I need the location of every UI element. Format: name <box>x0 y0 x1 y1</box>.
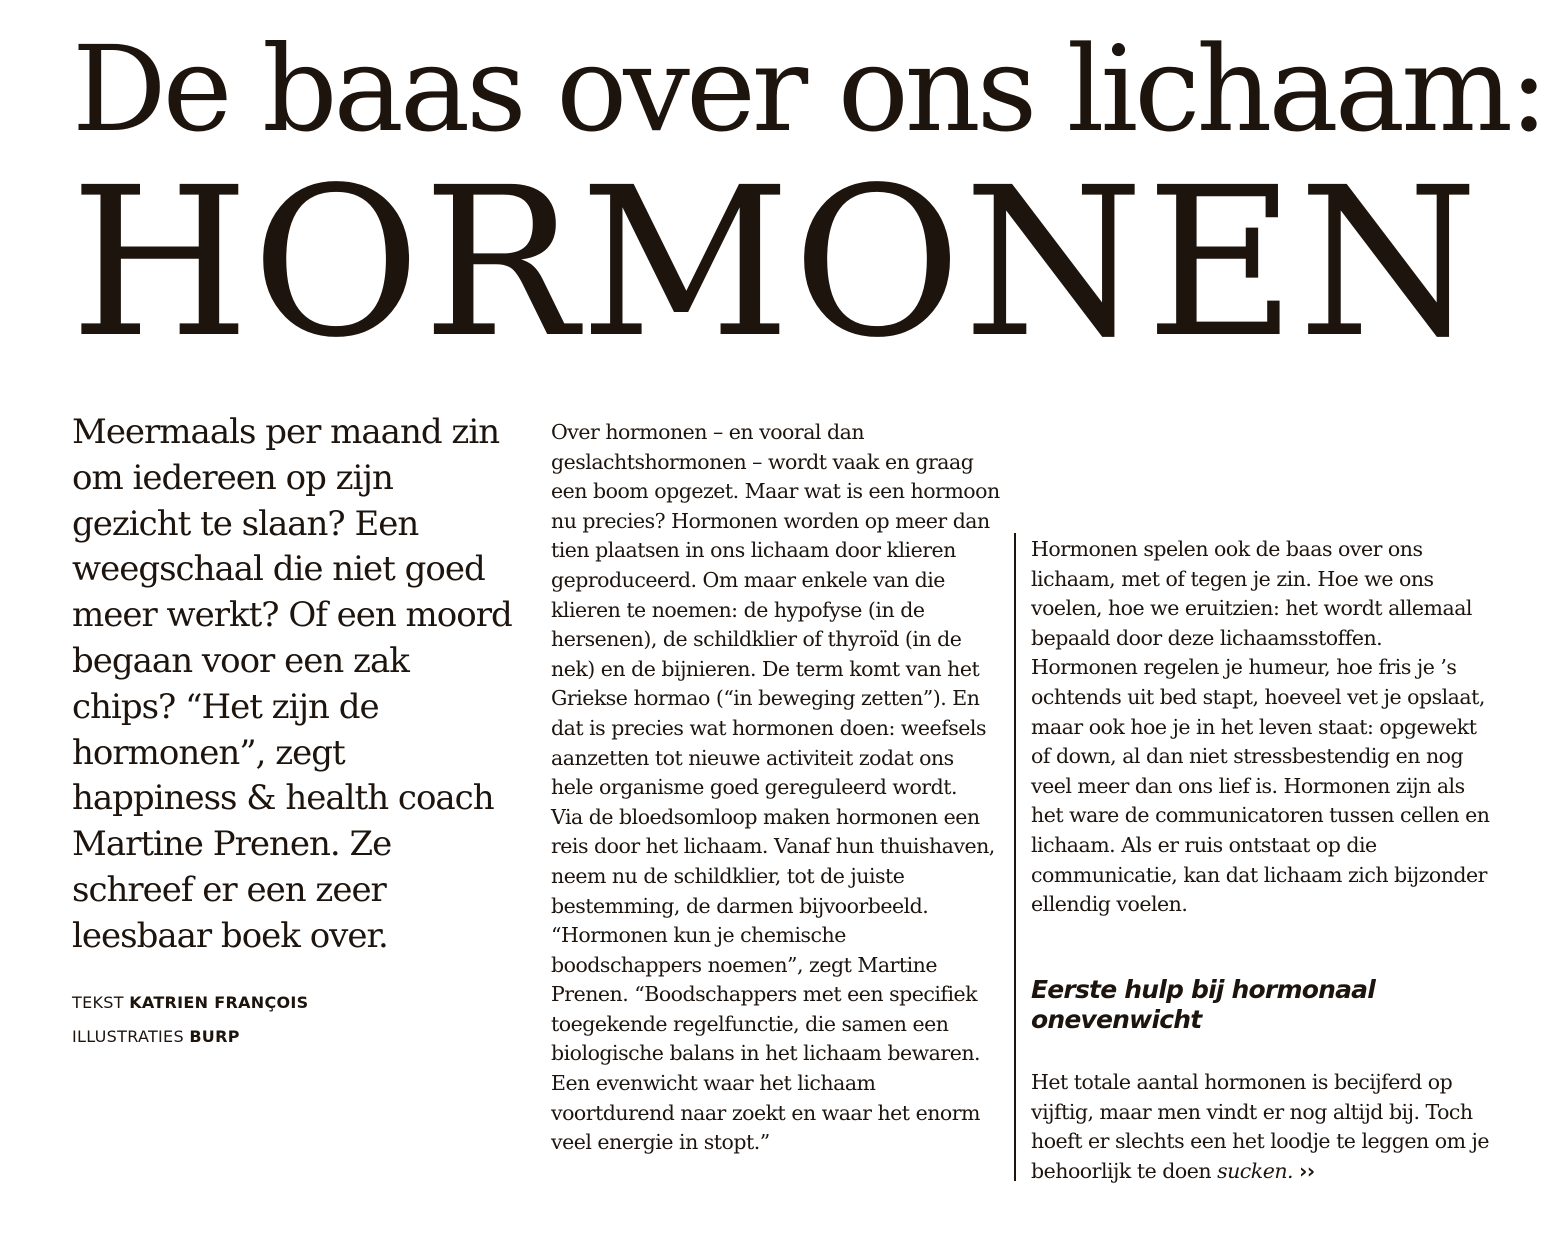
credits <box>72 986 308 1054</box>
intro-paragraph: Meermaals per maand zin om iedereen op zijn gezicht te slaan? Een weegschaal die niet goed meer werkt? Of een moord begaan voor een zak chips? “Het zijn de hormonen”, zegt happiness & health coach Martine Prenen. Ze schreef er een zeer leesbaar boek over. <box>72 412 512 956</box>
middle-paragraph-1: Over hormonen – en vooral dan geslachtshormonen – wordt vaak en graag een boom opgezet. Maar wat is een hormoon nu precies? Hormonen worden op meer dan tien plaatsen in ons lichaam door klieren geproduceerd. Om maar enkele van die klieren te noemen: de hypofyse (in de hersenen), de schildklier of thyroïd (in de nek) en de bijnieren. De term komt van het Griekse hormao (“in beweging zetten”). En dat is precies wat hormonen doen: weefsels aanzetten tot nieuwe activiteit zodat ons hele organisme goed gereguleerd wordt. <box>551 420 1000 800</box>
headline-line1: De baas over ons lichaam: <box>72 20 1545 158</box>
right-paragraph-2 <box>1031 1068 1493 1186</box>
middle-column <box>551 418 1001 1158</box>
right-paragraph-2-text: Het totale aantal hormonen is becijferd op vijftig, maar men vindt er nog altijd bij. Toch hoeft er slechts een het loodje te leggen om je behoorlijk te doen <box>1031 1070 1490 1183</box>
middle-paragraph-2: Via de bloedsomloop maken hormonen een reis door het lichaam. Vanaf hun thuishaven, neem nu de schildklier, tot de juiste bestemming, de darmen bijvoorbeeld. “Hormonen kun je chemische boodschappers noemen”, zegt Martine Prenen. “Boodschappers met een specifiek toegekende regelfunctie, die samen een biologische balans in het lichaam bewaren. Een evenwicht waar het lichaam voortdurend naar zoekt en waar het enorm veel energie in stopt.” <box>551 804 995 1155</box>
credit-text <box>72 986 308 1020</box>
credit-illustrations <box>72 1020 308 1054</box>
subheading: Eerste hulp bij hormonaal onevenwicht <box>1031 975 1375 1034</box>
credit-text-name: KATRIEN FRANÇOIS <box>129 993 309 1012</box>
continue-arrow-icon: ›› <box>1299 1158 1315 1183</box>
credit-illustrations-name: BURP <box>189 1027 240 1046</box>
headline-line2: HORMONEN <box>70 143 1481 383</box>
right-paragraph-1: Hormonen spelen ook de baas over ons lichaam, met of tegen je zin. Hoe we ons voelen, hoe we eruitzien: het wordt allemaal bepaald door deze lichaamsstoffen. Hormonen regelen je humeur, hoe fris je ’s ochtends uit bed stapt, hoeveel vet je opslaat, maar ook hoe je in het leven staat: opgewekt of down, al dan niet stressbestendig en nog veel meer dan ons lief is. Hormonen zijn als het ware de communicatoren tussen cellen en lichaam. Als er ruis ontstaat op die communicatie, kan dat lichaam zich bijzonder ellendig voelen. <box>1031 537 1490 917</box>
right-column-lower <box>1031 1068 1493 1186</box>
column-divider <box>1014 533 1016 1181</box>
credit-text-label: TEKST <box>72 993 124 1012</box>
right-paragraph-2-italic: sucken. <box>1217 1158 1294 1183</box>
credit-illustrations-label: ILLUSTRATIES <box>72 1027 184 1046</box>
right-column <box>1031 535 1493 920</box>
